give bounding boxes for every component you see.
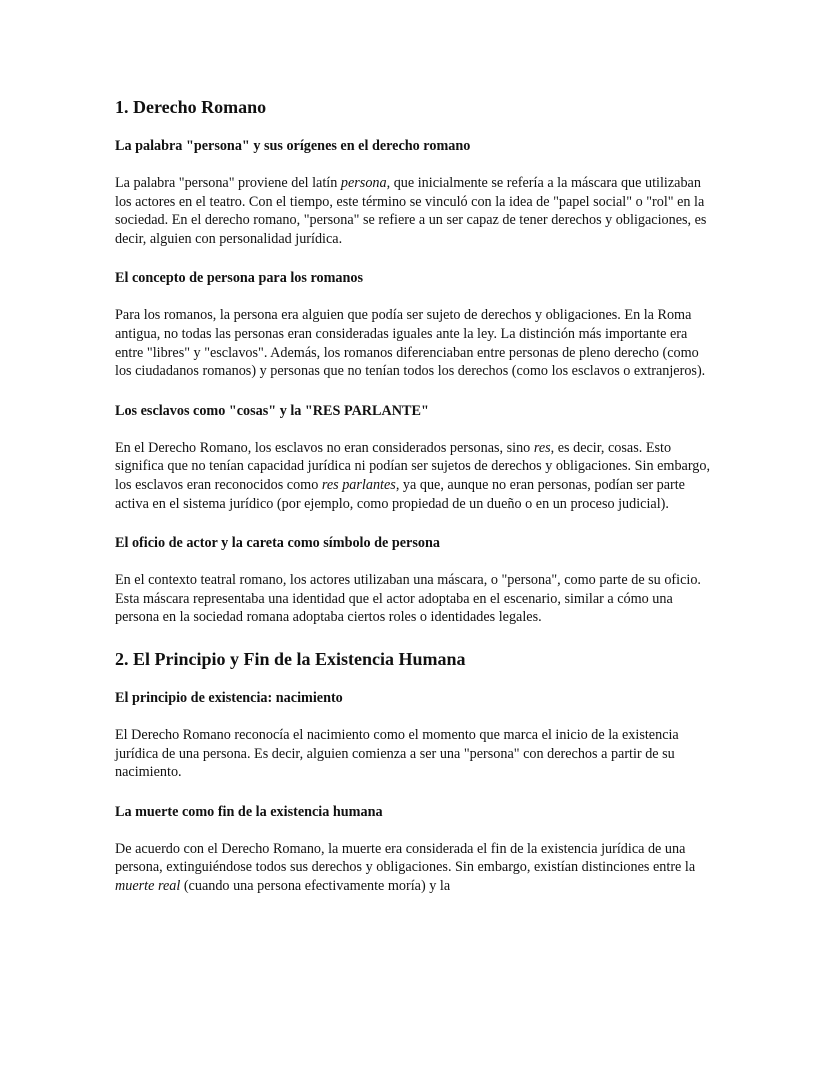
subsection-heading: El concepto de persona para los romanos	[115, 270, 364, 287]
subsection-heading: La muerte como fin de la existencia humana	[115, 803, 383, 820]
subsection-heading: Los esclavos como "cosas" y la "RES PARLANTE"	[115, 402, 429, 419]
italic-term: res parlantes	[321, 476, 396, 493]
subsection-heading: El principio de existencia: nacimiento	[115, 689, 343, 706]
paragraph: Para los romanos, la persona era alguien que podía ser sujeto de derechos y obligaciones. En la Roma antigua, no todas las personas eran consideradas iguales ante la ley. La distinción más importante era entre "libres" y "esclavos". Además, los romanos diferenciaban entre personas de pleno derecho (como los ciudadanos romanos) y personas que no tenían todos los derechos (como los esclavos o extranjeros).	[115, 307, 706, 380]
section-title: 1. Derecho Romano	[115, 97, 267, 117]
paragraph: De acuerdo con el Derecho Romano, la muerte era considerada el fin de la existencia jurídica de una persona, extinguiéndose todos sus derechos y obligaciones. Sin embargo, existían distinciones entre la muerte real (cuando una persona efectivamente moría) y la	[115, 840, 696, 894]
paragraph: En el contexto teatral romano, los actores utilizaban una máscara, o "persona", como parte de su oficio. Esta máscara representaba una identidad que el actor adoptaba en el escenario, similar a cómo una persona en la sociedad romana adoptaba ciertos roles o identidades legales.	[115, 572, 701, 626]
italic-term: persona	[340, 175, 387, 191]
subsection-heading: El oficio de actor y la careta como símbolo de persona	[115, 535, 440, 552]
section-title: 2. El Principio y Fin de la Existencia Humana	[115, 648, 466, 669]
subsection-heading: La palabra "persona" y sus orígenes en el derecho romano	[115, 138, 471, 154]
paragraph: La palabra "persona" proviene del latín persona, que inicialmente se refería a la máscara que utilizaban los actores en el teatro. Con el tiempo, este término se vinculó con la idea de "papel social" o "rol" en la sociedad. En el derecho romano, "persona" se refiere a un ser capaz de tener derechos y obligaciones, es decir, alguien con personalidad jurídica.	[115, 175, 707, 247]
italic-term: muerte real	[115, 877, 181, 894]
paragraph: El Derecho Romano reconocía el nacimiento como el momento que marca el inicio de la existencia jurídica de una persona. Es decir, alguien comienza a ser una "persona" con derechos a partir de su nacimiento.	[115, 726, 679, 781]
document-body	[115, 96, 715, 895]
italic-term: res	[533, 439, 551, 456]
paragraph: En el Derecho Romano, los esclavos no eran considerados personas, sino res, es decir, cosas. Esto significa que no tenían capacidad jurídica ni podían ser sujetos de derechos y obligaciones. Sin embargo, los esclavos eran reconocidos como res parlantes, ya que, aunque no eran personas, podían ser parte activa en el sistema jurídico (por ejemplo, como propiedad de un dueño o en un proceso judicial).	[115, 439, 711, 512]
